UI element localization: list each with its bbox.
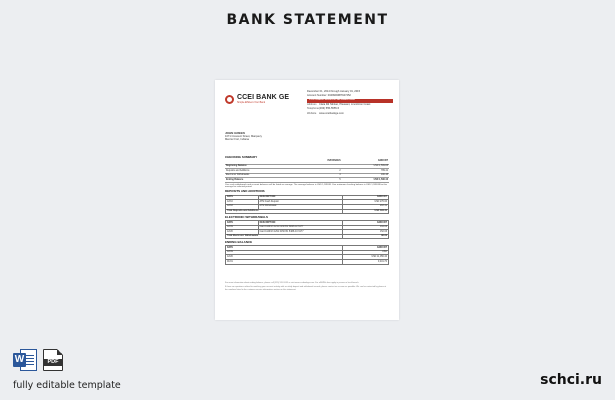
table-total-row: Total Electronic Withdrawals 88.66 [227, 235, 387, 238]
footer-note: For more information about ending balance, please call (555) 555-5555 or visit www.cceibankge.com. For all ATMs fees apply in person or local branch. [225, 282, 360, 284]
service-bar: CUSTOMER SERVICE INFORMATION [307, 99, 393, 103]
section-title: CHECKING SUMMARY [225, 154, 258, 159]
word-document-icon: W [13, 349, 37, 371]
footer-note: If there are questions related to matching your account activity with our daily deposit and withdrawal records, please contact us as soon as possible. We can be contacted by phone at the numbers listed in the customer service information section on this statement. [225, 286, 387, 291]
summary-note: Your cash withdrawals and account balances will be listed on average. The average balance is USD 1,599.88. Your minimum checking balance is USD 1,599.88 for this average for selected period. [225, 183, 388, 189]
table-row: 12/09 Card 1120/13 1211 0130 B1 5488 AU 6177 194.06 [227, 226, 387, 229]
table-header-row: DATE DESCRIPTION AMOUNT [227, 196, 387, 199]
template-caption: fully editable template [13, 380, 121, 391]
statement-period: December 01, 2014 through January 01, 2015 [307, 90, 361, 93]
table-row: Beginning Balance USD 1,599.88 [226, 164, 388, 167]
customer-name: JOHN GREEN [225, 131, 245, 135]
table-row: Deposits and Additions 2 789.41 [226, 169, 388, 172]
bank-tagline: Simple.Efficient.Your Bank [237, 101, 266, 104]
bank-name: CCEI BANK GE [237, 94, 290, 101]
section-title: DEPOSITS AND ADDITIONS [225, 189, 265, 194]
table-header-row: DATE AMOUNT [227, 246, 387, 249]
bank-info-row: Address Clara Rd Ntinker, Pleasant, Lincolnton Coast [307, 103, 371, 106]
table-row: 12/20 USD 11,056.40 [227, 255, 387, 258]
section-title: ENDING BALANCE [225, 239, 253, 244]
bank-info-row: Telephone (333) 555-5555-5 [307, 107, 340, 111]
customer-address-line: 1071 Crescent Street, Marquery [225, 135, 262, 139]
bank-logo-icon [225, 95, 234, 104]
table-row: 01/01 9,401.70 [227, 260, 387, 263]
ending-balance-table [225, 245, 389, 264]
statement-footer [225, 282, 389, 293]
bank-info [307, 104, 393, 117]
account-number: Account Number: 0049993987947452 [307, 93, 351, 97]
pdf-document-icon [43, 349, 63, 371]
table-row: 12/18 ATM Withdrawal 218.41 [227, 205, 387, 208]
site-name: schci.ru [540, 372, 602, 388]
table-row: 12/10 ATM Cash Deposit USD 276.00 [227, 200, 387, 203]
withdrawals-table [225, 220, 389, 239]
page-title: BANK STATEMENT [226, 12, 389, 28]
bank-info-row: Website www.cceibankge.com [307, 111, 344, 115]
deposits-table [225, 195, 389, 214]
statement-period-block [307, 91, 393, 104]
section-title: ELECTRONIC WITHDRAWALS [225, 214, 268, 219]
table-header-row: INSTANCES AMOUNT [225, 160, 389, 164]
checking-summary-table [225, 160, 389, 183]
statement-document [215, 80, 399, 320]
customer-address [225, 132, 262, 142]
table-row: 12/20 Card 1120/13 1291 0150 B1 5488 AU 6177 152.06 [227, 230, 387, 233]
table-row: Ending Balance 5 USD 1,596.43 [226, 178, 388, 181]
table-total-row: Total Deposits and Additions USD 494.41 [227, 210, 387, 213]
format-icons [13, 349, 63, 371]
table-header-row: DATE DESCRIPTION AMOUNT [227, 221, 387, 224]
statement-content [225, 154, 389, 265]
pdf-label: PDF [44, 359, 62, 366]
table-row: 12/09 USD [227, 251, 387, 254]
customer-address-line: Mercier Fort, Indiana [225, 138, 249, 142]
bank-logo [225, 94, 289, 105]
table-row: Electronic Withdrawals 3 196.48 [226, 174, 388, 177]
